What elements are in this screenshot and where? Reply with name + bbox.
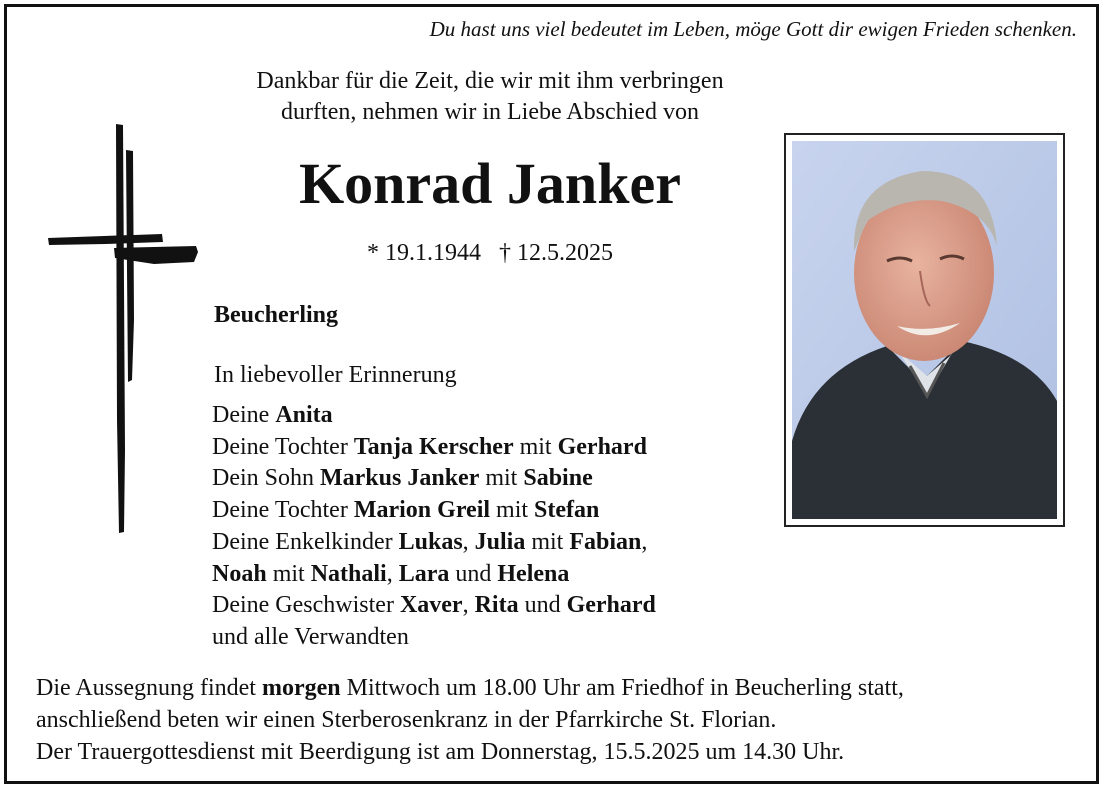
birth-date: * 19.1.1944 — [367, 240, 481, 266]
intro-line: durften, nehmen wir in Liebe Abschied von — [281, 99, 699, 125]
funeral-line: Die Aussegnung findet morgen Mittwoch um 18.00 Uhr am Friedhof in Beucherling statt, — [36, 675, 904, 701]
funeral-details — [36, 672, 904, 768]
mourner-line: Deine Tochter Marion Greil mit Stefan — [212, 497, 600, 524]
cross-icon — [44, 120, 204, 545]
mourner-line: und alle Verwandten — [212, 623, 409, 650]
death-date: † 12.5.2025 — [499, 240, 613, 266]
intro-line: Dankbar für die Zeit, die wir mit ihm verbringen — [256, 68, 724, 94]
life-dates — [190, 240, 790, 267]
portrait-photo — [792, 141, 1057, 519]
intro-text — [190, 66, 790, 128]
home-town: Beucherling — [214, 302, 338, 328]
funeral-line: Der Trauergottesdienst mit Beerdigung ist am Donnerstag, 15.5.2025 um 14.30 Uhr. — [36, 739, 845, 765]
mourner-line: Deine Enkelkinder Lukas, Julia mit Fabian, — [212, 528, 648, 555]
mourner-line: Deine Tochter Tanja Kerscher mit Gerhard — [212, 433, 647, 460]
mourner-line: Deine Geschwister Xaver, Rita und Gerhard — [212, 592, 656, 619]
motto: Du hast uns viel bedeutet im Leben, möge Gott dir ewigen Frieden schenken. — [429, 17, 1077, 41]
mourner-line: Deine Anita — [212, 402, 333, 428]
mourner-line: Noah mit Nathali, Lara und Helena — [212, 560, 570, 587]
deceased-name: Konrad Janker — [299, 151, 681, 216]
memory-line: In liebevoller Erinnerung — [214, 362, 457, 388]
funeral-line: anschließend beten wir einen Sterberosenkranz in der Pfarrkirche St. Florian. — [36, 707, 777, 733]
mourners-list — [212, 400, 656, 654]
mourner-line: Dein Sohn Markus Janker mit Sabine — [212, 465, 593, 492]
